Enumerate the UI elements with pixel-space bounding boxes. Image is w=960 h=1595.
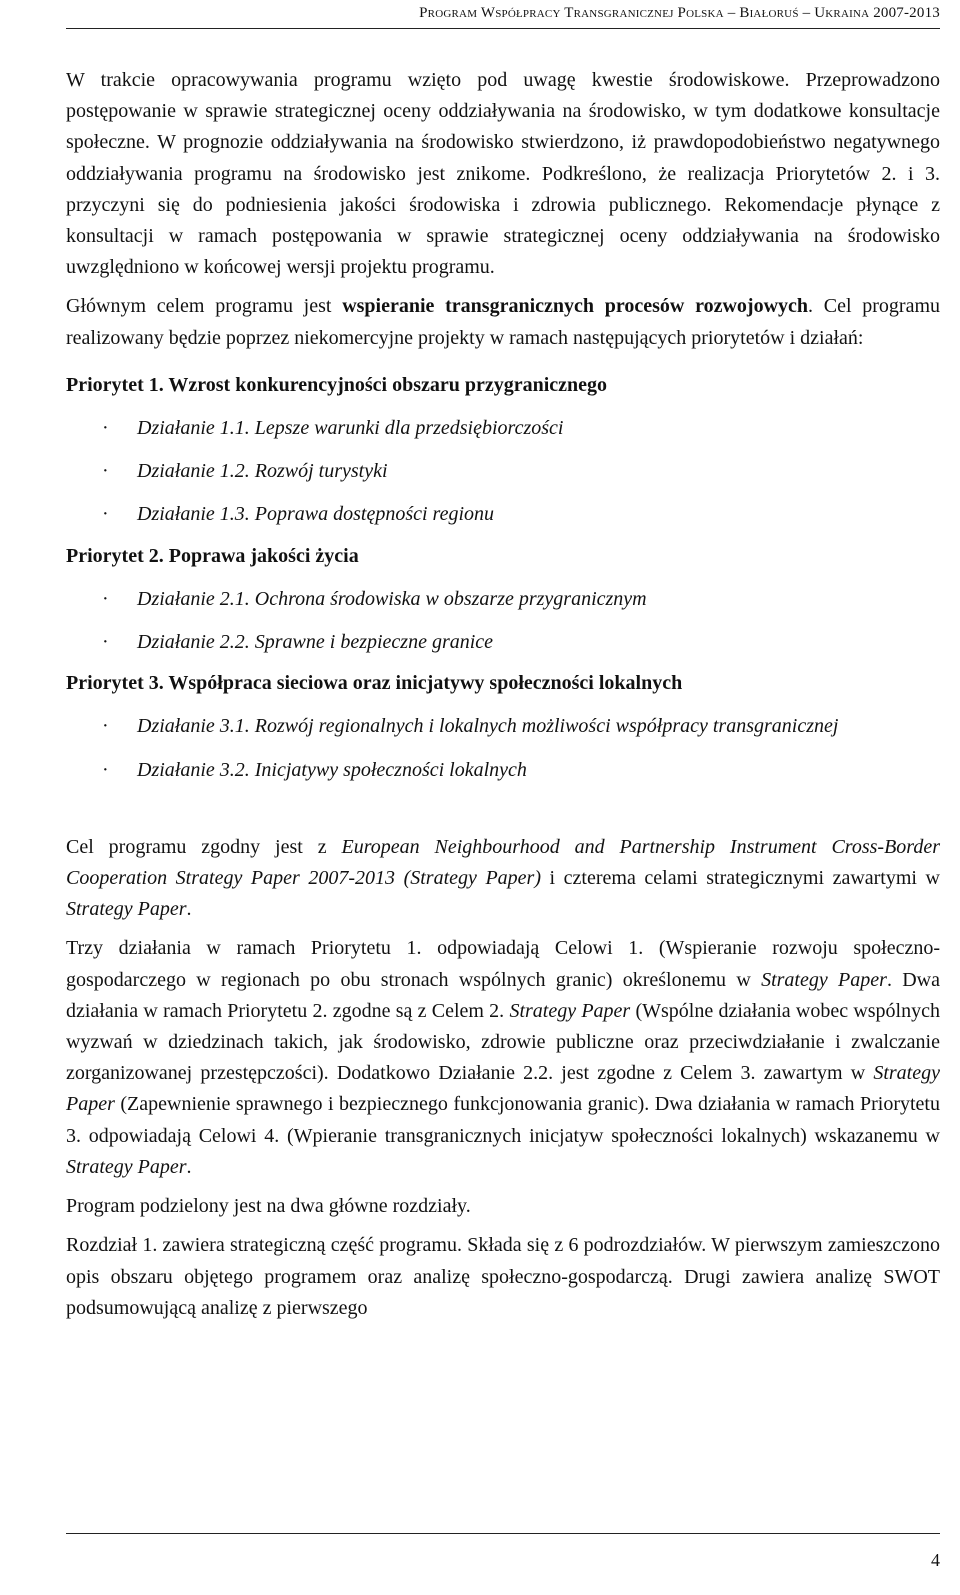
bullet-dot: ·: [102, 503, 109, 526]
bullet-dot: ·: [102, 631, 109, 654]
action-2-2: [66, 627, 940, 658]
bullet-dot: ·: [102, 715, 109, 738]
action-label: Działanie 3.1. Rozwój regionalnych i lokalnych możliwości współpracy transgranicznej: [137, 715, 839, 738]
text-run: i czterema celami strategicznymi zawartymi w: [540, 867, 940, 890]
priority-2-title: Priorytet 2. Poprawa jakości życia: [66, 544, 359, 567]
priority-1-title: Priorytet 1. Wzrost konkurencyjności obszaru przygranicznego: [66, 373, 608, 396]
text-run: (Zapewnienie sprawnego i bezpiecznego funkcjonowania granic). Dwa działania w ramach Priorytetu 3. odpowiadają Celowi 4. (Wpieranie transgranicznych inicjatyw społeczności lokalnych) wskazanemu w: [66, 1093, 940, 1147]
paragraph-environment: W trakcie opracowywania programu wzięto pod uwagę kwestie środowiskowe. Przeprowadzono postępowanie w sprawie strategicznej oceny oddziaływania na środowisko, w tym dodatkowe konsultacje społeczne. W prognozie oddziaływania na środowisko stwierdzono, iż prawdopodobieństwo negatywnego oddziaływania programu na środowisko jest znikome. Podkreślono, że realizacja Priorytetów 2. i 3. przyczyni się do podniesienia jakości środowiska i zdrowia publicznego. Rekomendacje płynące z konsultacji w ramach postępowania w sprawie strategicznej oceny oddziaływania na środowisko uwzględniono w końcowej wersji projektu programu.: [66, 69, 940, 279]
text-run-italic: Strategy Paper: [761, 968, 887, 991]
page-number: 4: [931, 1550, 940, 1570]
bullet-dot: ·: [102, 417, 109, 440]
paragraph-main-goal: [66, 291, 940, 353]
text-run-italic: Strategy Paper: [66, 1062, 940, 1116]
bullet-dot: ·: [102, 587, 109, 610]
footer-divider: [66, 1533, 940, 1534]
paragraph-strategy-paper: [66, 832, 940, 926]
paragraph-chapter-1: Rozdział 1. zawiera strategiczną część programu. Składa się z 6 podrozdziałów. W pierwszym zamieszczono opis obszaru objętego programem oraz analizę społeczno-gospodarczą. Drugi zawiera analizę SWOT podsumowującą analizę z pierwszego: [66, 1234, 940, 1319]
bullet-dot: ·: [102, 460, 109, 483]
text-run: . Dwa działania w ramach Priorytetu 2. zgodne są z Celem 2.: [66, 968, 941, 1022]
action-1-3: [66, 499, 940, 530]
paragraph-actions-goals: [66, 933, 940, 1183]
action-label: Działanie 2.1. Ochrona środowiska w obszarze przygranicznym: [137, 587, 647, 610]
action-label: Działanie 1.2. Rozwój turystyki: [137, 460, 388, 483]
priority-3-title: Priorytet 3. Współpraca sieciowa oraz inicjatywy społeczności lokalnych: [66, 672, 683, 695]
page-header: [66, 0, 940, 29]
action-label: Działanie 2.2. Sprawne i bezpieczne granice: [137, 631, 494, 654]
action-2-1: [66, 584, 940, 615]
text-run: .: [186, 1155, 192, 1178]
action-3-1: [66, 711, 940, 742]
text-run-italic: Strategy Paper: [509, 999, 631, 1022]
action-3-2: [66, 755, 940, 786]
text-run: Trzy działania w ramach Priorytetu 1. odpowiadają Celowi 1. (Wspieranie rozwoju społeczno-gospodarczego w regionach po obu stronach wspólnych granic) określonemu w: [66, 937, 940, 991]
action-1-2: [66, 456, 940, 487]
main-goal-bold: wspieranie transgranicznych procesów rozwojowych: [342, 295, 809, 318]
text-run: (Wspólne działania wobec wspólnych wyzwań w dziedzinach takich, jak środowisko, zdrowie publiczne oraz przeciwdziałanie i zwalczanie zorganizowanej przestępczości). Dodatkowo Działanie 2.2. jest zgodne z Celem 3. zawartym w: [66, 999, 940, 1085]
bullet-dot: ·: [102, 758, 109, 781]
text-run: .: [186, 898, 192, 921]
text-run-italic: Strategy Paper: [66, 898, 187, 921]
text-run-italic: European Neighbourhood and Partnership Instrument Cross-Border Cooperation Strategy Paper 2007-2013 (Strategy Paper): [66, 835, 940, 890]
main-goal-post: . Cel programu realizowany będzie poprzez niekomercyjne projekty w ramach następujących priorytetów i działań:: [66, 295, 941, 349]
action-1-1: [66, 413, 940, 444]
main-goal-pre: Głównym celem programu jest: [66, 295, 343, 318]
text-run-italic: Strategy Paper: [66, 1155, 187, 1178]
action-label: Działanie 1.3. Poprawa dostępności regionu: [137, 503, 495, 526]
document-body: [66, 65, 940, 1324]
text-run: Cel programu zgodny jest z: [66, 835, 342, 858]
action-label: Działanie 3.2. Inicjatywy społeczności lokalnych: [137, 758, 527, 781]
paragraph-chapters: Program podzielony jest na dwa główne rozdziały.: [66, 1195, 471, 1218]
action-label: Działanie 1.1. Lepsze warunki dla przedsiębiorczości: [137, 417, 564, 440]
header-title: Program Współpracy Transgranicznej Polska – Białoruś – Ukraina 2007-2013: [419, 5, 940, 21]
